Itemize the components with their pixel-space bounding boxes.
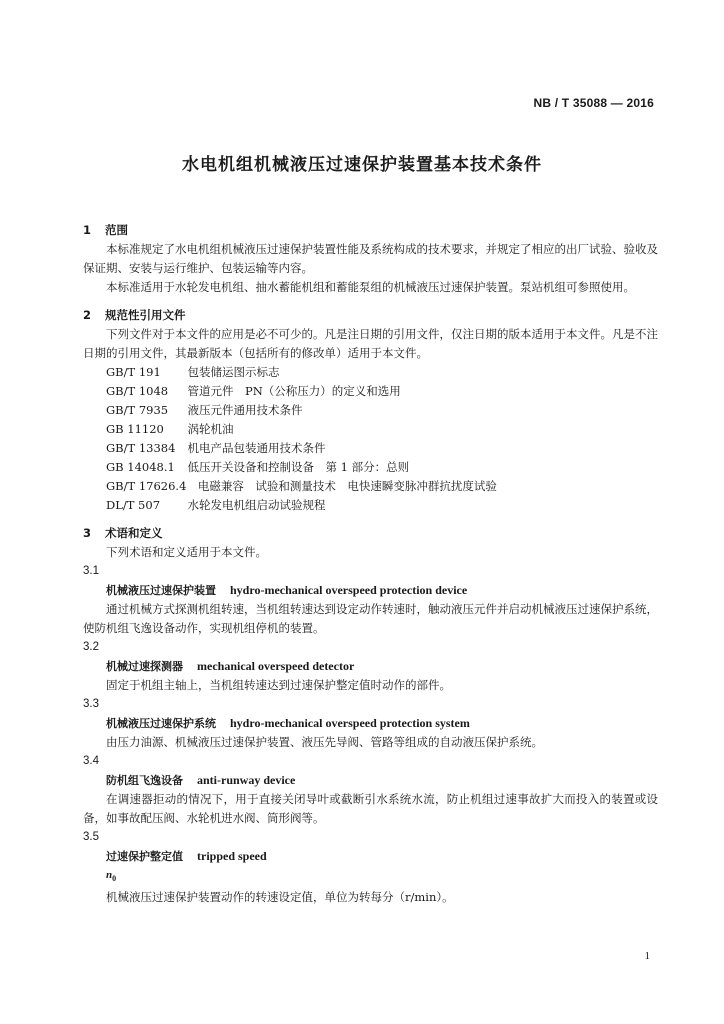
reference-item bbox=[83, 401, 658, 420]
term-definition: 由压力油源、机械液压过速保护装置、液压先导阀、管路等组成的自动液压保护系统。 bbox=[106, 735, 543, 749]
paragraph: 本标准规定了水电机组机械液压过速保护装置性能及系统构成的技术要求，并规定了相应的出厂试验、验收及保证期、安装与运行维护、包装运输等内容。 bbox=[83, 242, 658, 275]
term-en: mechanical overspeed detector bbox=[197, 659, 355, 673]
clause-number: 3.1 bbox=[83, 565, 99, 577]
term-en: anti-runway device bbox=[197, 773, 296, 787]
clause-number: 3.2 bbox=[83, 641, 99, 653]
reference-name: 包装储运图示标志 bbox=[187, 365, 280, 379]
term-en: hydro-mechanical overspeed protection device bbox=[230, 583, 468, 597]
section-number: 1 bbox=[83, 223, 92, 237]
paragraph: 下列术语和定义适用于本文件。 bbox=[106, 545, 267, 559]
term-entry bbox=[83, 714, 658, 733]
term-en: hydro-mechanical overspeed protection system bbox=[230, 716, 470, 730]
reference-code: GB/T 13384 bbox=[106, 441, 176, 455]
term-cn: 机械液压过速保护装置 bbox=[106, 584, 216, 597]
term-entry bbox=[83, 657, 658, 676]
reference-item bbox=[83, 439, 658, 458]
reference-item bbox=[83, 420, 658, 439]
clause-number: 3.3 bbox=[83, 698, 99, 710]
reference-name: 管道元件 PN（公称压力）的定义和选用 bbox=[187, 384, 401, 398]
reference-code: GB 11120 bbox=[106, 422, 164, 436]
standard-code: NB / T 35088 — 2016 bbox=[533, 96, 654, 110]
term-entry bbox=[83, 771, 658, 790]
term-cn: 过速保护整定值 bbox=[106, 850, 183, 863]
reference-code: DL/T 507 bbox=[106, 498, 161, 512]
section-number: 3 bbox=[83, 526, 92, 540]
clause-number: 3.5 bbox=[83, 831, 99, 843]
reference-code: GB 14048.1 bbox=[106, 460, 175, 474]
paragraph: 本标准适用于水轮发电机组、抽水蓄能机组和蓄能泵组的机械液压过速保护装置。泵站机组可参照使用。 bbox=[106, 280, 635, 294]
reference-name: 水轮发电机组启动试验规程 bbox=[187, 498, 326, 512]
term-en: tripped speed bbox=[197, 849, 267, 863]
reference-item bbox=[83, 458, 658, 477]
reference-code: GB/T 1048 bbox=[106, 384, 169, 398]
term-definition: 通过机械方式探测机组转速，当机组转速达到设定动作转速时，触动液压元件并启动机械液压过速保护系统，使防机组飞逸设备动作，实现机组停机的装置。 bbox=[83, 602, 658, 635]
reference-item bbox=[83, 363, 658, 382]
document-body bbox=[83, 212, 658, 907]
section-title: 范围 bbox=[105, 223, 128, 237]
term-definition: 机械液压过速保护装置动作的转速设定值，单位为转每分（r/min）。 bbox=[106, 890, 454, 905]
reference-name: 机电产品包装通用技术条件 bbox=[187, 441, 326, 455]
symbol-subscript: 0 bbox=[112, 874, 117, 884]
reference-name: 涡轮机油 bbox=[187, 422, 234, 436]
term-symbol bbox=[83, 866, 658, 888]
term-entry bbox=[83, 581, 658, 600]
reference-code: GB/T 17626.4 bbox=[106, 479, 187, 493]
term-cn: 机械液压过速保护系统 bbox=[106, 717, 216, 730]
reference-name: 电磁兼容 试验和测量技术 电快速瞬变脉冲群抗扰度试验 bbox=[197, 479, 497, 493]
section-title: 术语和定义 bbox=[105, 526, 163, 540]
term-definition: 固定于机组主轴上，当机组转速达到过速保护整定值时动作的部件。 bbox=[106, 678, 451, 692]
clause-number: 3.4 bbox=[83, 755, 99, 767]
reference-name: 液压元件通用技术条件 bbox=[187, 403, 303, 417]
document-title: 水电机组机械液压过速保护装置基本技术条件 bbox=[182, 155, 542, 175]
section-heading-scope bbox=[83, 221, 658, 240]
paragraph: 下列文件对于本文件的应用是必不可少的。凡是注日期的引用文件，仅注日期的版本适用于本文件。凡是不注日期的引用文件，其最新版本（包括所有的修改单）适用于本文件。 bbox=[83, 327, 658, 360]
reference-code: GB/T 191 bbox=[106, 365, 161, 379]
reference-name: 低压开关设备和控制设备 第 1 部分：总则 bbox=[187, 460, 410, 474]
term-cn: 机械过速探测器 bbox=[106, 660, 183, 673]
reference-code: GB/T 7935 bbox=[106, 403, 169, 417]
reference-item bbox=[83, 496, 658, 515]
section-number: 2 bbox=[83, 308, 92, 322]
section-heading-normative bbox=[83, 306, 658, 325]
reference-item bbox=[83, 382, 658, 401]
symbol-base: n bbox=[106, 869, 113, 881]
reference-item bbox=[83, 477, 658, 496]
section-title: 规范性引用文件 bbox=[105, 308, 186, 322]
term-cn: 防机组飞逸设备 bbox=[106, 774, 183, 787]
page-number: 1 bbox=[644, 950, 650, 962]
term-definition: 在调速器拒动的情况下，用于直接关闭导叶或截断引水系统水流，防止机组过速事故扩大而投入的装置或设备，如事故配压阀、水轮机进水阀、筒形阀等。 bbox=[83, 792, 658, 825]
section-heading-terms bbox=[83, 524, 658, 543]
term-entry bbox=[83, 847, 658, 866]
